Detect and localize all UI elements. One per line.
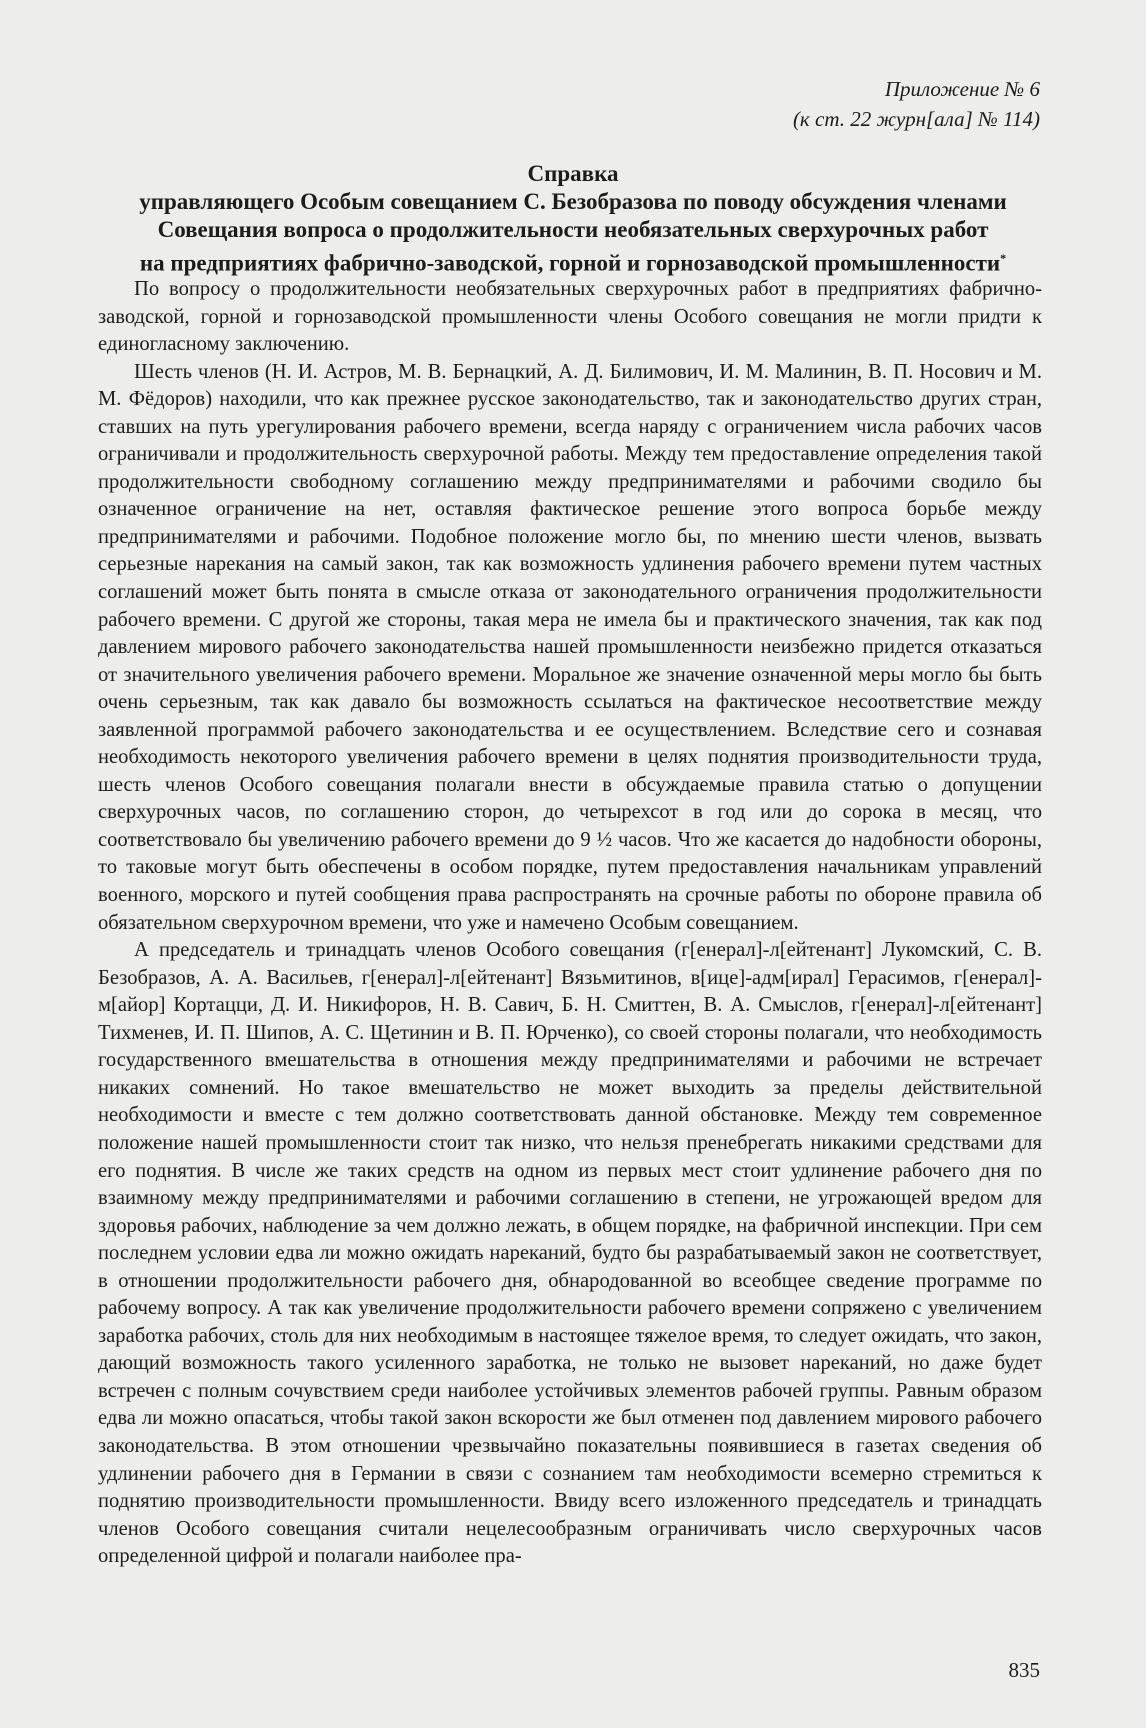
appendix-label (793, 74, 1040, 134)
paragraph-1: По вопросу о продолжительности необязательных сверхурочных работ в предприятиях фабрично-заводской, горной и горнозаводской промышленности члены Особого совещания не могли придти к единогласному заключению. (98, 278, 1042, 356)
document-heading (66, 160, 1080, 278)
heading-kind: Справка (527, 161, 619, 186)
heading-line-1: управляющего Особым совещанием С. Безобразова по поводу обсуждения членами (139, 189, 1007, 214)
footnote-mark: * (1000, 251, 1007, 265)
appendix-reference: (к ст. 22 журн[ала] № 114) (792, 107, 1040, 131)
paragraph-2: Шесть членов (Н. И. Астров, М. В. Бернацкий, А. Д. Билимович, И. М. Малинин, В. П. Носович и М. М. Фёдоров) находили, что как прежнее русское законодательство, так и законодательство других стран, ставших на путь урегулирования рабочего времени, всегда наряду с ограничением числа рабочих часов ограничивали и продолжительность сверхурочной работы. Между тем предоставление определения такой продолжительности свободному соглашению между предпринимателями и рабочими сводило бы означенное ограничение на нет, оставляя фактическое решение этого вопроса борьбе между предпринимателями и рабочими. Подобное положение могло бы, по мнению шести членов, вызвать серьезные нарекания на самый закон, так как возможность удлинения рабочего времени путем частных соглашений может быть понята в смысле отказа от законодательного ограничения продолжительности рабочего времени. С другой же стороны, такая мера не имела бы и практического значения, так как под давлением мирового рабочего законодательства нашей промышленности неизбежно придется отказаться от значительного увеличения рабочего времени. Моральное же значение означенной меры могло бы быть очень серьезным, так как давало бы возможность ссылаться на фактическое несоответствие между заявленной программой рабочего законодательства и ее осуществлением. Вследствие сего и сознавая необходимость некоторого увеличения рабочего времени в целях поднятия производительности труда, шесть членов Особого совещания полагали внести в обсуждаемые правила статью о допущении сверхурочных часов, по соглашению сторон, до четырехсот в год или до сорока в месяц, что соответствовало бы увеличению рабочего времени до 9 ½ часов. Что же касается до надобности обороны, то таковые могут быть обеспечены в особом порядке, путем предоставления начальникам управлений военного, морского и путей сообщения права распространять на срочные работы по обороне правила об обязательном сверхурочном времени, что уже и намечено Особым совещанием. (98, 360, 1042, 934)
appendix-title: Приложение № 6 (884, 77, 1040, 101)
document-body (98, 276, 1042, 1571)
paragraph-3: А председатель и тринадцать членов Особого совещания (г[енерал]-л[ейтенант] Лукомский, С. В. Безобразов, А. А. Васильев, г[енерал]-л[ейтенант] Вязьмитинов, в[ице]-адм[ирал] Герасимов, г[енерал]-м[айор] Кортацци, Д. И. Никифоров, Н. В. Савич, Б. Н. Смиттен, В. А. Смыслов, г[енерал]-л[ейтенант] Тихменев, И. П. Шипов, А. С. Щетинин и В. П. Юрченко), со своей стороны полагали, что необходимость государственного вмешательства в отношения между предпринимателями и рабочими не встречает никаких сомнений. Но такое вмешательство не может выходить за пределы действительной необходимости и вместе с тем должно соответствовать данной обстановке. Между тем современное положение нашей промышленности стоит так низко, что нельзя пренебрегать никакими средствами для его поднятия. В числе же таких средств на одном из первых мест стоит удлинение рабочего дня по взаимному между предпринимателями и рабочими соглашению в степени, не угрожающей вредом для здоровья рабочих, наблюдение за чем должно лежать, в общем порядке, на фабричной инспекции. При сем последнем условии едва ли можно ожидать нареканий, будто бы разрабатываемый закон не соответствует, в отношении продолжительности рабочего дня, обнародованной во всеобщее сведение программе по рабочему вопросу. А так как увеличение продолжительности рабочего времени сопряжено с увеличением заработка рабочих, столь для них необходимым в настоящее тяжелое время, то следует ожидать, что закон, дающий возможность такого усиленного заработка, не только не вызовет нареканий, но даже будет встречен с полным сочувствием среди наиболее устойчивых элементов рабочей группы. Равным образом едва ли можно опасаться, чтобы такой закон вскорости же был отменен под давлением мирового рабочего законодательства. В этом отношении чрезвычайно показательны появившиеся в газетах сведения об удлинении рабочего дня в Германии в связи с сознанием там необходимости всемерно стремиться к поднятию производительности промышленности. Ввиду всего изложенного председатель и тринадцать членов Особого совещания считали нецелесообразным ограничивать число сверхурочных часов определенной цифрой и полагали наиболее пра- (98, 939, 1042, 1568)
page-number: 835 (1008, 1658, 1040, 1682)
heading-line-2: Совещания вопроса о продолжительности необязательных сверхурочных работ (157, 217, 989, 242)
heading-line-3: на предприятиях фабрично-заводской, горной и горнозаводской промышленности (139, 250, 1001, 276)
